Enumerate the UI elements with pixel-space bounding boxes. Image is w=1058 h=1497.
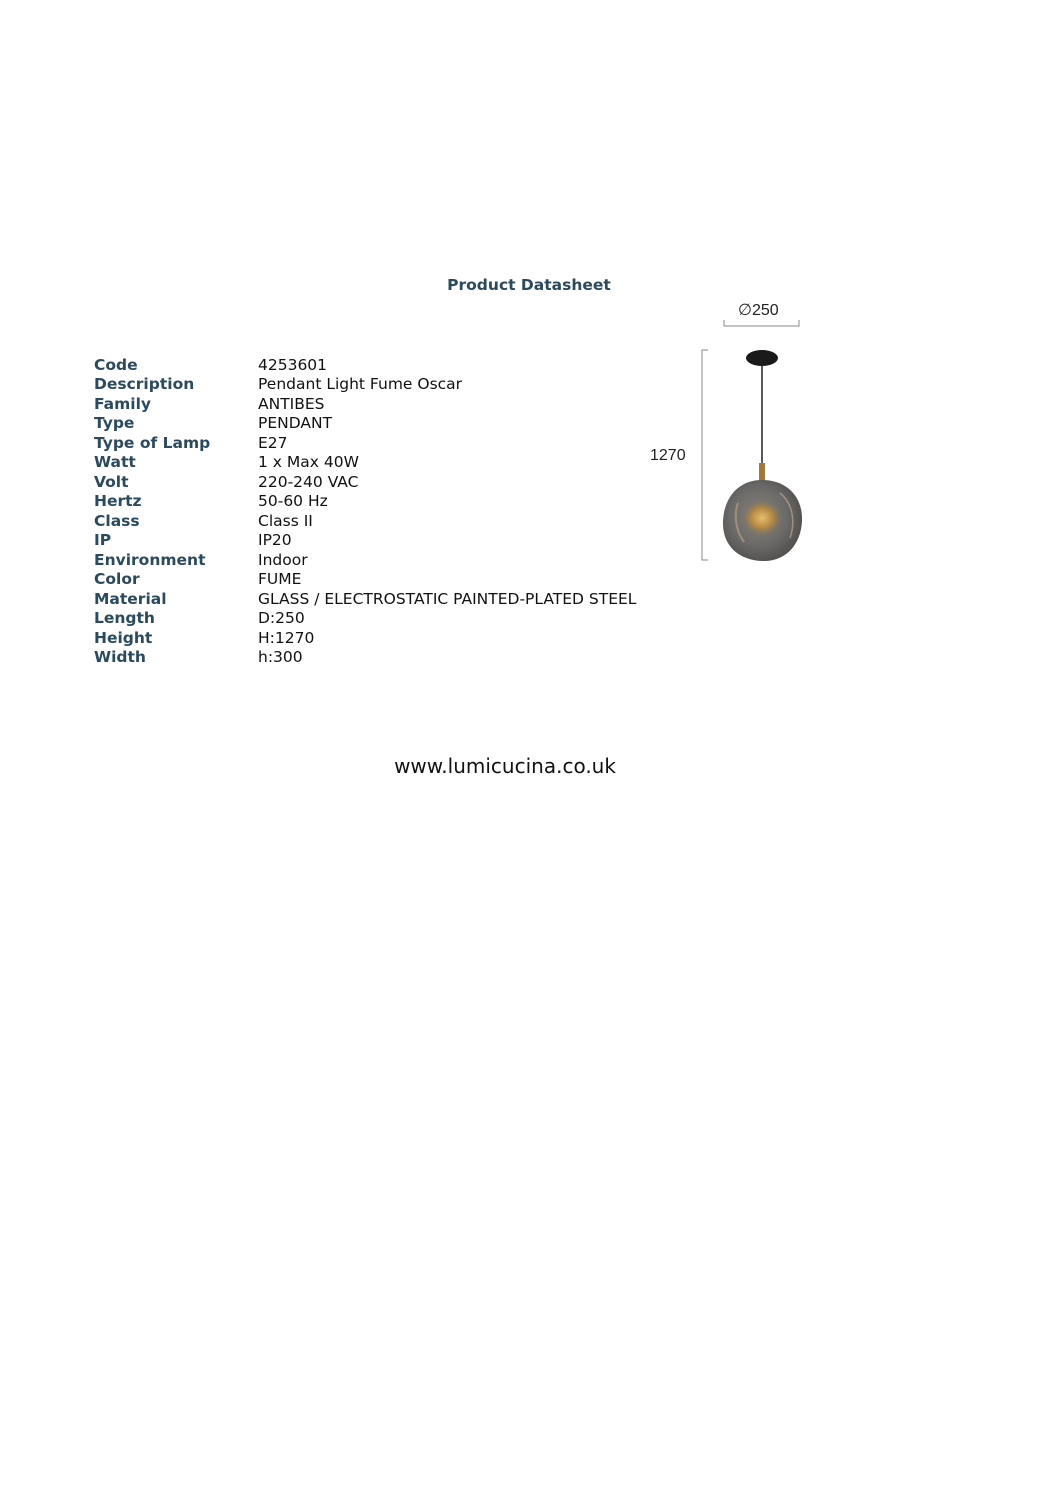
- height-dimension-line: [702, 350, 708, 560]
- spec-row: [94, 453, 636, 473]
- spec-row: [94, 609, 636, 629]
- spec-row: [94, 589, 636, 609]
- spec-row: [94, 511, 636, 531]
- page-title: Product Datasheet: [447, 276, 611, 294]
- product-drawing: [640, 298, 820, 573]
- spec-label: Width: [94, 648, 146, 667]
- spec-value: Class II: [258, 511, 313, 530]
- canopy-shape: [746, 350, 778, 366]
- spec-label: Class: [94, 511, 140, 530]
- spec-label: Code: [94, 355, 138, 374]
- spec-value: 220-240 VAC: [258, 472, 359, 491]
- spec-value: 4253601: [258, 355, 328, 374]
- spec-row: [94, 414, 636, 434]
- pendant-light-illustration: [640, 298, 820, 573]
- spec-row: [94, 628, 636, 648]
- spec-label: Material: [94, 589, 167, 608]
- spec-row: [94, 472, 636, 492]
- spec-row: [94, 648, 636, 668]
- spec-label: Family: [94, 394, 152, 413]
- spec-label: Description: [94, 375, 195, 394]
- spec-value: GLASS / ELECTROSTATIC PAINTED-PLATED STEEL: [258, 589, 637, 608]
- spec-label: Volt: [94, 472, 129, 491]
- spec-value: ANTIBES: [258, 394, 325, 413]
- spec-label: Hertz: [94, 492, 142, 511]
- website-url[interactable]: www.lumicucina.co.uk: [394, 754, 616, 778]
- spec-label: Environment: [94, 550, 206, 569]
- height-label: 1270: [650, 447, 686, 464]
- spec-label: IP: [94, 531, 112, 550]
- spec-row: [94, 492, 636, 512]
- spec-value: IP20: [258, 531, 292, 550]
- spec-row: [94, 531, 636, 551]
- spec-value: FUME: [258, 570, 302, 589]
- width-dimension-line: [724, 320, 799, 326]
- spec-value: Pendant Light Fume Oscar: [258, 375, 463, 394]
- spec-value: E27: [258, 433, 288, 452]
- spec-row: [94, 355, 636, 375]
- diameter-label: ∅250: [738, 302, 779, 319]
- spec-label: Type: [94, 414, 135, 433]
- spec-label: Color: [94, 570, 140, 589]
- spec-row: [94, 394, 636, 414]
- spec-label: Watt: [94, 453, 136, 472]
- spec-value: D:250: [258, 609, 305, 628]
- spec-value: PENDANT: [258, 414, 333, 433]
- spec-value: H:1270: [258, 628, 315, 647]
- spec-table: [94, 355, 636, 667]
- bulb-glow: [740, 498, 784, 538]
- spec-label: Height: [94, 628, 153, 647]
- spec-row: [94, 550, 636, 570]
- spec-value: h:300: [258, 648, 303, 667]
- spec-row: [94, 433, 636, 453]
- spec-label: Type of Lamp: [94, 433, 211, 452]
- spec-row: [94, 570, 636, 590]
- spec-value: Indoor: [258, 550, 308, 569]
- spec-value: 1 x Max 40W: [258, 453, 359, 472]
- spec-value: 50-60 Hz: [258, 492, 328, 511]
- spec-label: Length: [94, 609, 155, 628]
- spec-row: [94, 375, 636, 395]
